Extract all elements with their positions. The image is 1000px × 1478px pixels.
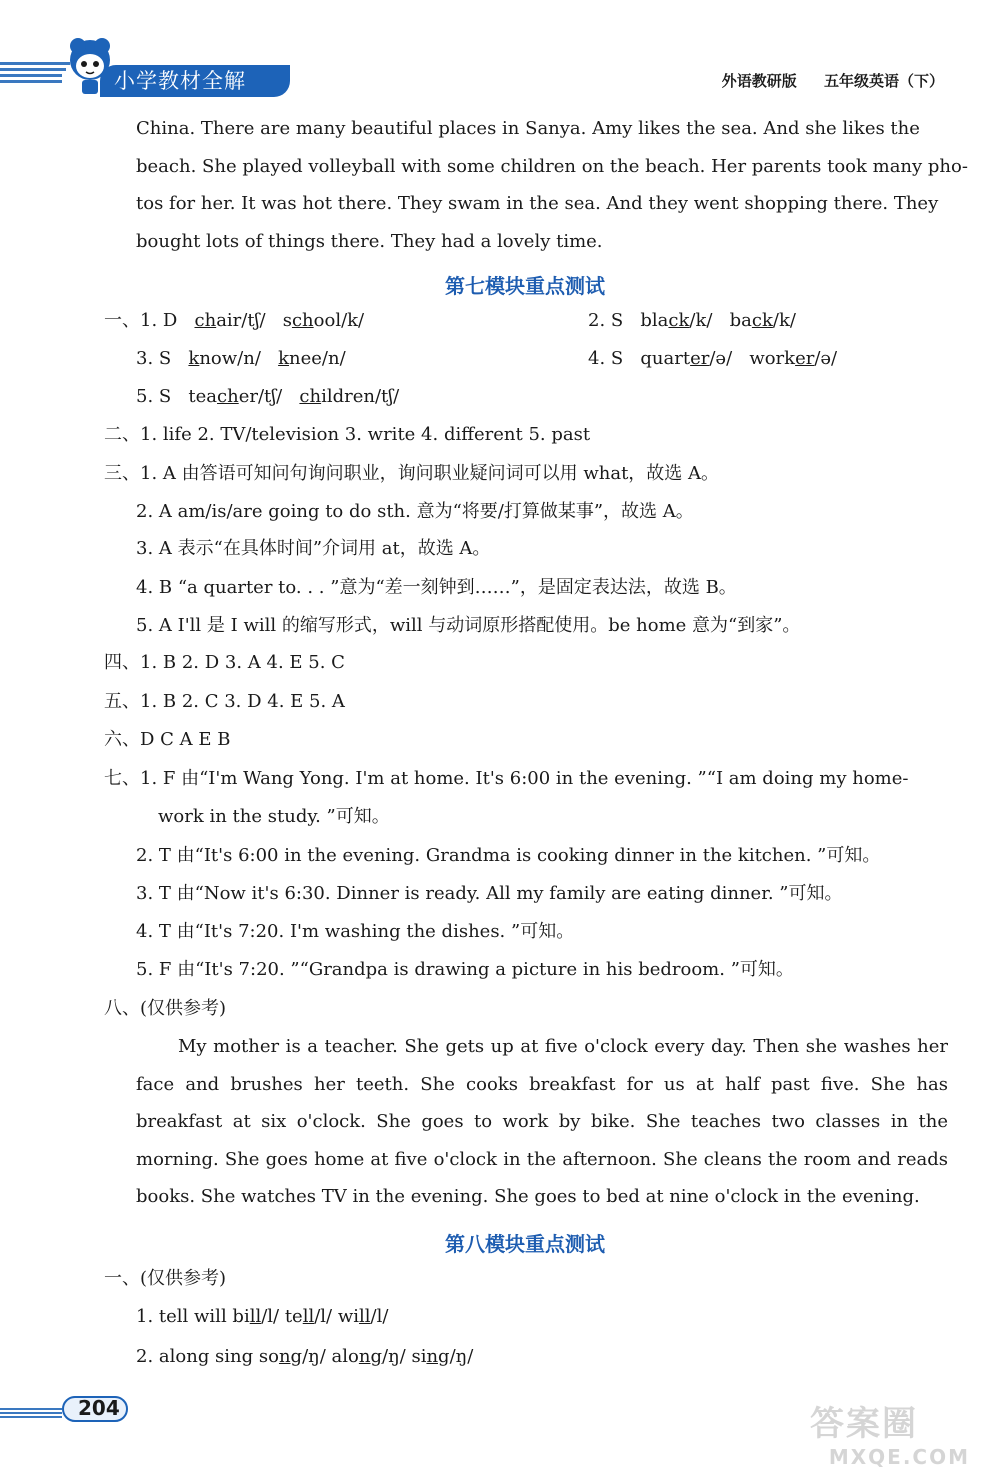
- answer-line: 3. T 由“Now it's 6:30. Dinner is ready. All my family are eating dinner. ”可知。: [136, 883, 843, 904]
- answer-line: 三、1. A 由答语可知问句询问职业，询问职业疑问词可以用 what，故选 A。: [104, 463, 720, 484]
- answer-item: 一、1. D chair/tʃ/ school/k/: [104, 310, 365, 331]
- answer-line: 五、1. B 2. C 3. D 4. E 5. A: [104, 691, 345, 712]
- publisher-label: 外语教研版: [721, 72, 797, 90]
- brand-title: 小学教材全解: [100, 65, 290, 97]
- paragraph-line: China. There are many beautiful places in Sanya. Amy likes the sea. And she likes the: [136, 118, 920, 139]
- header-stripe: [0, 74, 62, 77]
- answer-line: 四、1. B 2. D 3. A 4. E 5. C: [104, 652, 345, 673]
- answer-line: 5. A I'll 是 I will 的缩写形式，will 与动词原形搭配使用。be home 意为“到家”。: [136, 615, 801, 636]
- paragraph-line: tos for her. It was hot there. They swam in the sea. And they went shopping there. They: [136, 193, 939, 214]
- answer-line: 4. B “a quarter to. . . ”意为“差一刻钟到……”，是固定表达法，故选 B。: [136, 577, 737, 598]
- answer-line: 3. A 表示“在具体时间”介词用 at，故选 A。: [136, 538, 491, 559]
- answer-item: 3. S know/n/ knee/n/: [136, 348, 346, 369]
- answer-line: 4. T 由“It's 7:20. I'm washing the dishes. ”可知。: [136, 921, 575, 942]
- paragraph-line: beach. She played volleyball with some children on the beach. Her parents took many pho-: [136, 156, 968, 177]
- section-heading: 第七模块重点测试: [445, 274, 605, 298]
- section-heading: 第八模块重点测试: [445, 1232, 605, 1256]
- paragraph-line: bought lots of things there. They had a lovely time.: [136, 231, 603, 252]
- essay-paragraph: My mother is a teacher. She gets up at five o'clock every day. Then she washes her face and brushes her teeth. She cooks breakfast for us at half past five. She has breakfast at six o'clock. She goes to work by bike. She teaches two classes in the morning. She goes home at five o'clock in the afternoon. She cleans the room and reads books. She watches TV in the evening. She goes to bed at nine o'clock in the evening.: [136, 1036, 948, 1207]
- header-stripe: [0, 80, 62, 83]
- answer-item: 5. S teacher/tʃ/ children/tʃ/: [136, 386, 400, 407]
- header-info: [700, 70, 944, 91]
- answer-line: 一、(仅供参考): [104, 1268, 227, 1289]
- answer-item: 1. tell will bill/l/ tell/l/ will/l/: [136, 1306, 389, 1327]
- page-stripe: [0, 1406, 62, 1418]
- answer-line: 5. F 由“It's 7:20. ”“Grandpa is drawing a picture in his bedroom. ”可知。: [136, 959, 794, 980]
- answer-line: 2. A am/is/are going to do sth. 意为“将要/打算做某事”，故选 A。: [136, 501, 694, 522]
- page-number: 204: [78, 1396, 120, 1420]
- answer-line: 二、1. life 2. TV/television 3. write 4. different 5. past: [104, 424, 591, 445]
- answer-line: work in the study. ”可知。: [158, 806, 390, 827]
- watermark-logo: 答案圈 MXQE.COM: [810, 1404, 970, 1469]
- answer-item: 2. S black/k/ back/k/: [588, 310, 796, 331]
- answer-line: 七、1. F 由“I'm Wang Yong. I'm at home. It's 6:00 in the evening. ”“I am doing my home-: [104, 768, 909, 789]
- answer-item: 4. S quarter/ə/ worker/ə/: [588, 348, 838, 369]
- grade-label: 五年级英语（下）: [823, 72, 944, 90]
- answer-line: 八、(仅供参考): [104, 998, 227, 1019]
- answer-line: 2. T 由“It's 6:00 in the evening. Grandma is cooking dinner in the kitchen. ”可知。: [136, 845, 881, 866]
- answer-line: 六、D C A E B: [104, 729, 231, 750]
- header-stripe: [0, 68, 66, 71]
- page-number-badge: [0, 1392, 150, 1428]
- answer-item: 2. along sing song/ŋ/ along/ŋ/ sing/ŋ/: [136, 1346, 474, 1367]
